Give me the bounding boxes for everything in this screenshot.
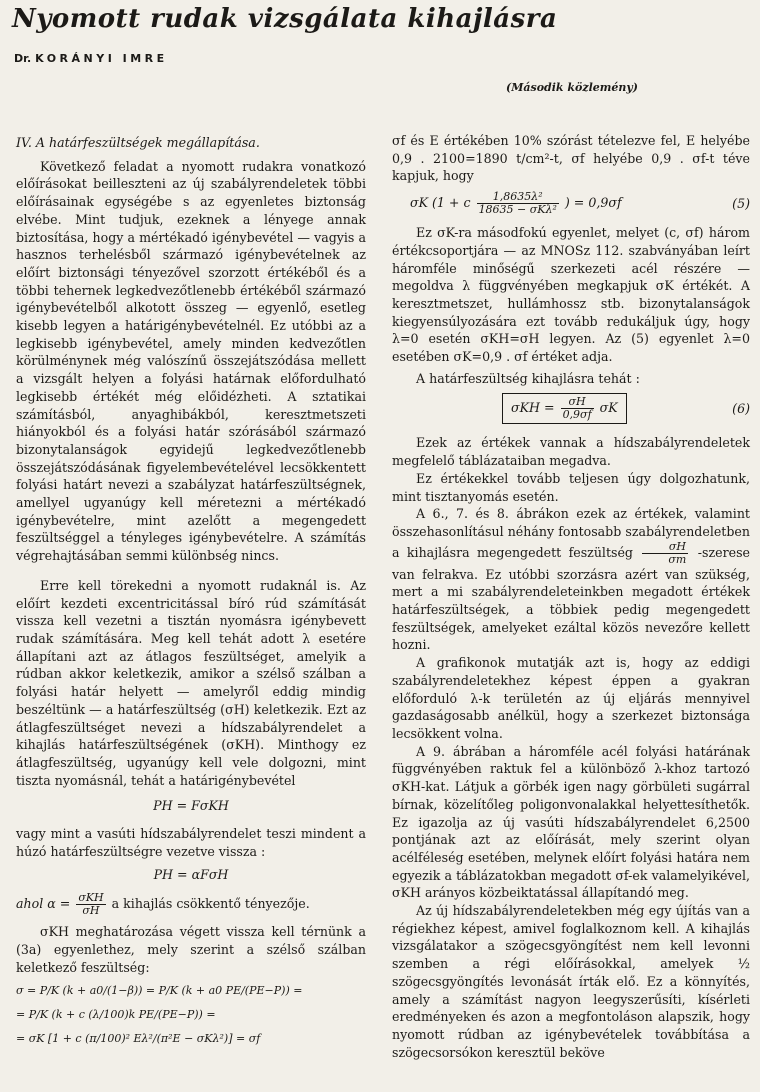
alpha-definition: ahol α = $\frac{\text{σKH}}{\sigma H}$ a kihajlás csökkentő tényezője. xyxy=(16,891,310,918)
equation-ph: PH = FσKH xyxy=(153,798,229,814)
paragraph: σKH meghatározása végett vissza kell térnünk a (3a) egyenlethez, mely szerint a szélső szálban keletkező feszültség: xyxy=(16,924,366,975)
paragraph: σf és E értékében 10% szórást tételezve fel, E helyébe 0,9 . 2100=1890 t/cm²-t, σf helyébe 0,9 . σf-t téve kapjuk, hogy xyxy=(392,133,750,184)
paragraph: A 6., 7. és 8. ábrákon ezek az értékek, valamint összehasonlításul néhány fontosabb szabályrendeletben a kihajlásra megengedett feszültség $\frac{\sigma H}{\sigma m}$ -szerese van felrakva. Ez utóbbi szorzásra azért van szükség, mert a mi szabályrendeleteinkben megadott értékek határfeszültségek, a többiek pedig megengedett feszültségek, amelyeket ezáltal közös nevezőre kellett hozni. xyxy=(392,506,750,653)
paragraph: Ezek az értékek vannak a hídszabályrendeletek megfelelő táblázataiban megadva. xyxy=(392,435,750,469)
equation-sigma-1: σ = P/K (k + a0/(1−β)) = P/K (k + a0 PE/(PE−P)) = xyxy=(16,984,303,998)
equation-sigma-2: = P/K (k + c (λ/100)k PE/(PE−P)) = xyxy=(16,1007,216,1021)
equation-sigma-3: = σK [1 + c (π/100)² Eλ²/(π²E − σKλ²)] = σf xyxy=(16,1031,261,1045)
paragraph: vagy mint a vasúti hídszabályrendelet teszi mindent a húzó határfeszültségre vezetve vissza : xyxy=(16,826,366,859)
paragraph: Ez σK-ra másodfokú egyenlet, melyet (c, σf) három értékcsoportjára — az MNOSz 112. szabványában leírt háromféle minőségű szerkezeti acél részére — megoldva λ függvényében megkapjuk σK értékét. A keresztmetszet, hullámhossz stb. bizonytalanságok kiegyensúlyozására ezt tovább redukáljuk úgy, hogy λ=0 esetén σKH=σH legyen. Az (5) egyenlet λ=0 esetében σK=0,9 . σf értéket adja. xyxy=(392,225,750,365)
paragraph: Következő feladat a nyomott rudakra vonatkozó előírásokat beilleszteni az új szabályrendeletek többi előírásainak egységébe s az egyenletes biztonság elvébe. Mint tudjuk, ezeknek a lényege annak biztosítása, hogy a mértékadó igénybevétel — vagyis a hasznos terhelésből származó igénybevételnek az előírt biztonsági tényezővel szorzott értékéből és a többi tehernek legkedvezőtlenebb értékéből származó igénybevételből alkotott összeg — egyenlő, esetleg kisebb legyen a határigénybevételnél. Ez utóbbi az a legkisebb igénybevétel, amely minden kedvezőtlen körülménynek még valószínű összejátszódása mellett a vizsgált helyen a folyási határnak előfordulható legkisebb értékét még előidézheti. A sztatikai számításból, anyaghibákból, keresztmetszeti hiányokból és a folyási határ szórásából származó bizonytalanságok egyidejű legkedvezőtlenebb összejátszódásának figyelembevételével lecsökkentett folyási határt nevezi a szabályzat határfeszültségnek, amellyel ugyanúgy kell méretezni a mértékadó igénybevételre, mint azelőtt a megengedett feszültséggel a tényleges igénybevételre. A számítás végrehajtásában semmi különbség nincs. xyxy=(16,158,366,564)
author-name: KORÁNYI IMRE xyxy=(35,52,168,65)
equation-number: (6) xyxy=(732,401,750,417)
equation-5-fraction: $\frac{\text{1,8635λ²}}{\text{18635 − σKλ²}}$ xyxy=(478,190,557,217)
author-line xyxy=(14,52,168,65)
left-column xyxy=(16,134,366,1051)
paragraph: A grafikonok mutatják azt is, hogy az eddigi szabályrendeletekhez képest éppen a gyakran előforduló λ-k területén az új eljárás mennyivel gazdaságosabb anélkül, hogy a szerkezet biztonsága lecsökkent volna. xyxy=(392,655,750,741)
ratio-fraction: $\frac{\sigma H}{\sigma m}$ xyxy=(642,541,688,566)
equation-ph-alpha: PH = αFσH xyxy=(153,867,229,883)
author-prefix: Dr. xyxy=(14,52,32,65)
right-column xyxy=(392,132,750,1061)
article-title: Nyomott rudak vizsgálata kihajlásra xyxy=(12,4,558,34)
part-note: (Második közlemény) xyxy=(506,81,638,94)
paragraph: A 9. ábrában a háromféle acél folyási határának függvényében raktuk fel a különböző λ-khoz tartozó σKH-kat. Látjuk a görbék igen nagy görbületi sugárral bírnak, közelítőleg poligonvonalakkal helyettesíthetők. Ez igazolja az új vasúti hídszabályrendelet 6,2500 pontjának azt az előírását, mely szerint olyan acélféleség esetében, melynek előírt folyási határa nem egyezik a táblázatokban megadott σf-ek valamelyikével, σKH arányos közbeiktatással állapítandó meg. xyxy=(392,743,750,901)
paragraph: Az új hídszabályrendeletekben még egy újítás van a régiekhez képest, amivel foglalkoznom kell. A kihajlás vizsgálatakor a szögecsgyöngítést nem kell levonni szemben a régi előírásokkal, amelyek ½ szögecsgyöngítés levonását írták elő. Ez a könnyítés, amely a számítást nagyon leegyszerűsíti, kísérleti eredményeken és azon a megfontoláson alapszik, hogy nyomott rúdban az igénybevételek továbbítása a szögecsorsókon keresztül beköve xyxy=(392,903,750,1060)
alpha-fraction: $\frac{\text{σKH}}{\sigma H}$ xyxy=(78,891,104,918)
paragraph: Erre kell törekedni a nyomott rudaknál is. Az előírt kezdeti excentricitással bíró rúd számítását vissza kell vezetni a tisztán nyomásra igénybevett rudak számítására. Meg kell tehát adott λ esetére állapítani azt az átlagos feszültséget, amelyik a rúdban akkor keletkezik, amikor a szélső szálban a folyási határ helyett — amelyről eddig mindig beszéltünk — a határfeszültség (σH) keletkezik. Ezt az átlagfeszültséget nevezi a hídszabályrendelet a kihajlás határfeszültségének (σKH). Minthogy ez átlagfeszültség, ugyanúgy kell vele dolgozni, mint tiszta nyomásnál, tehát a határigénybevétel xyxy=(16,577,366,788)
equation-6 xyxy=(392,393,750,424)
paragraph: A határfeszültség kihajlásra tehát : xyxy=(416,370,640,386)
section-title: IV. A határfeszültségek megállapítása. xyxy=(16,135,260,150)
boxed-equation: σKH = $\frac{\sigma H}{0,9\sigma f}$ σK xyxy=(502,393,627,424)
equation-number: (5) xyxy=(732,195,750,211)
equation-5: σK (1 + c $\frac{\text{1,8635λ²}}{\text{18635 − σKλ²}}$ ) = 0,9σf (5) xyxy=(410,190,750,217)
paragraph: Ez értékekkel tovább teljesen úgy dolgozhatunk, mint tisztanyomás esetén. xyxy=(392,470,750,504)
